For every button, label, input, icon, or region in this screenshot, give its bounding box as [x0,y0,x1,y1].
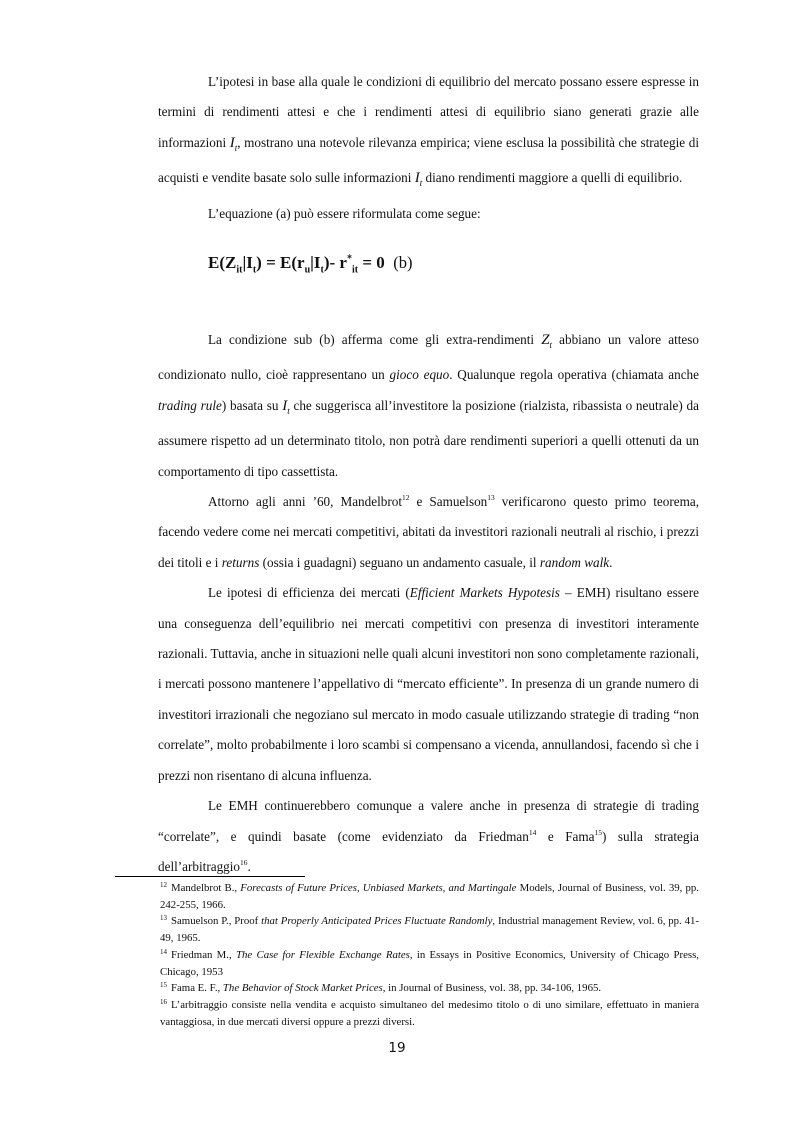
footnote-ref[interactable]: 16 [240,857,248,867]
footnote-ref[interactable]: 13 [487,493,495,503]
body-text-main [158,325,699,882]
page-number: 19 [388,1040,406,1056]
footnote-13: $^{13}$ Samuelson P., Proof that Properly Anticipated Prices Fluctuate Randomly, Industrial management Review, vol. 6, pp. 41-49, 1965. [160,914,699,945]
footnote-ref[interactable]: 12 [402,493,410,503]
symbol-I-t: $I_t$ [414,170,423,189]
symbol-I-t: $I_t$ [282,397,290,416]
equation-label: (b) [393,253,413,272]
symbol-I-t: $I_t$ [229,134,238,153]
paragraph: Attorno agli anni ’60, Mandelbrot$^{12}$ e Samuelson$^{13}$ verificarono questo primo teorema, facendo vedere come nei mercati competitivi, abitati da investitori razionali neutrali al rischio, i prezzi dei titoli e i returns (ossia i guadagni) seguano un andamento casuale, il random walk. [158,493,700,570]
footnote-ref[interactable]: 14 [528,827,537,837]
footnotes [160,880,699,1030]
body-text-top [158,67,699,229]
symbol-Z-t: $Z_t$ [541,332,553,350]
paragraph: La condizione sub (b) afferma come gli extra-rendimenti $Z_t$ abbiano un valore atteso condizionato nullo, cioè rappresentano un gioco equo. Qualunque regola operativa (chiamata anche trading rule) basata su $I_t$ che suggerisca all’investitore la posizione (rialzista, ribassista o neutrale) da assumere rispetto ad un determinato titolo, non potrà dare rendimenti superiori a quelli ottenuti da un comportamento di tipo cassettista. [158,332,700,479]
paragraph: L’equazione (a) può essere riformulata come segue: [208,205,481,221]
footnote-12: $^{12}$ Mandelbrot B., Forecasts of Future Prices, Unbiased Markets, and Martingale Models, Journal of Business, vol. 39, pp. 242-255, 1966. [160,881,699,911]
paragraph: Le EMH continuerebbero comunque a valere anche in presenza di strategie di trading “correlate”, e quindi basate (come evidenziato da Friedman$^{14}$ e Fama$^{15}$) sulla strategia dell’arbitraggio$^{16}$. [158,798,699,874]
footnote-15: $^{15}$ Fama E. F., The Behavior of Stock Market Prices, in Journal of Business, vol. 38, pp. 34-106, 1965. [160,981,602,995]
equation-b: $E(Z_{it}|I_t) = E(r_u|I_t)-$ $r^*_{it} = 0$ (b) [208,253,413,276]
paragraph: Le ipotesi di efficienza dei mercati (Efficient Markets Hypotesis – EMH) risultano essere una conseguenza dell’equilibrio nei mercati competitivi con presenza di investitori interamente razionali. Tuttavia, anche in situazioni nelle quali alcuni investitori non sono completamente razionali, i mercati possono mantenere l’appellativo di “mercato efficiente”. In presenza di un grande numero di investitori irrazionali che negoziano sul mercato in modo casuale utilizzando strategie di trading “non correlate”, molto probabilmente i loro scambi si compensano a vicenda, annullandosi, facendo sì che i prezzi non risentano di alcuna influenza. [158,585,700,783]
footnote-ref[interactable]: 15 [594,827,603,837]
footnote-16: $^{16}$ L’arbitraggio consiste nella vendita e acquisto simultaneo del medesimo titolo o di uno similare, effettuato in maniera vantaggiosa, in due mercati diversi oppure a prezzi diversi. [160,997,699,1028]
paragraph: L’ipotesi in base alla quale le condizioni di equilibrio del mercato possano essere espresse in termini di rendimenti attesi e che i rendimenti attesi di equilibrio siano generati grazie alle informazioni $I_t$, mostrano una notevole rilevanza empirica; viene esclusa la possibilità che strategie di acquisti e vendite basate solo sulle informazioni $I_t$ diano rendimenti maggiore a quelli di equilibrio. [158,74,699,189]
footnote-14: $^{14}$ Friedman M., The Case for Flexible Exchange Rates, in Essays in Positive Economics, University of Chicago Press, Chicago, 1953 [160,947,700,978]
footnote-separator [115,876,305,877]
